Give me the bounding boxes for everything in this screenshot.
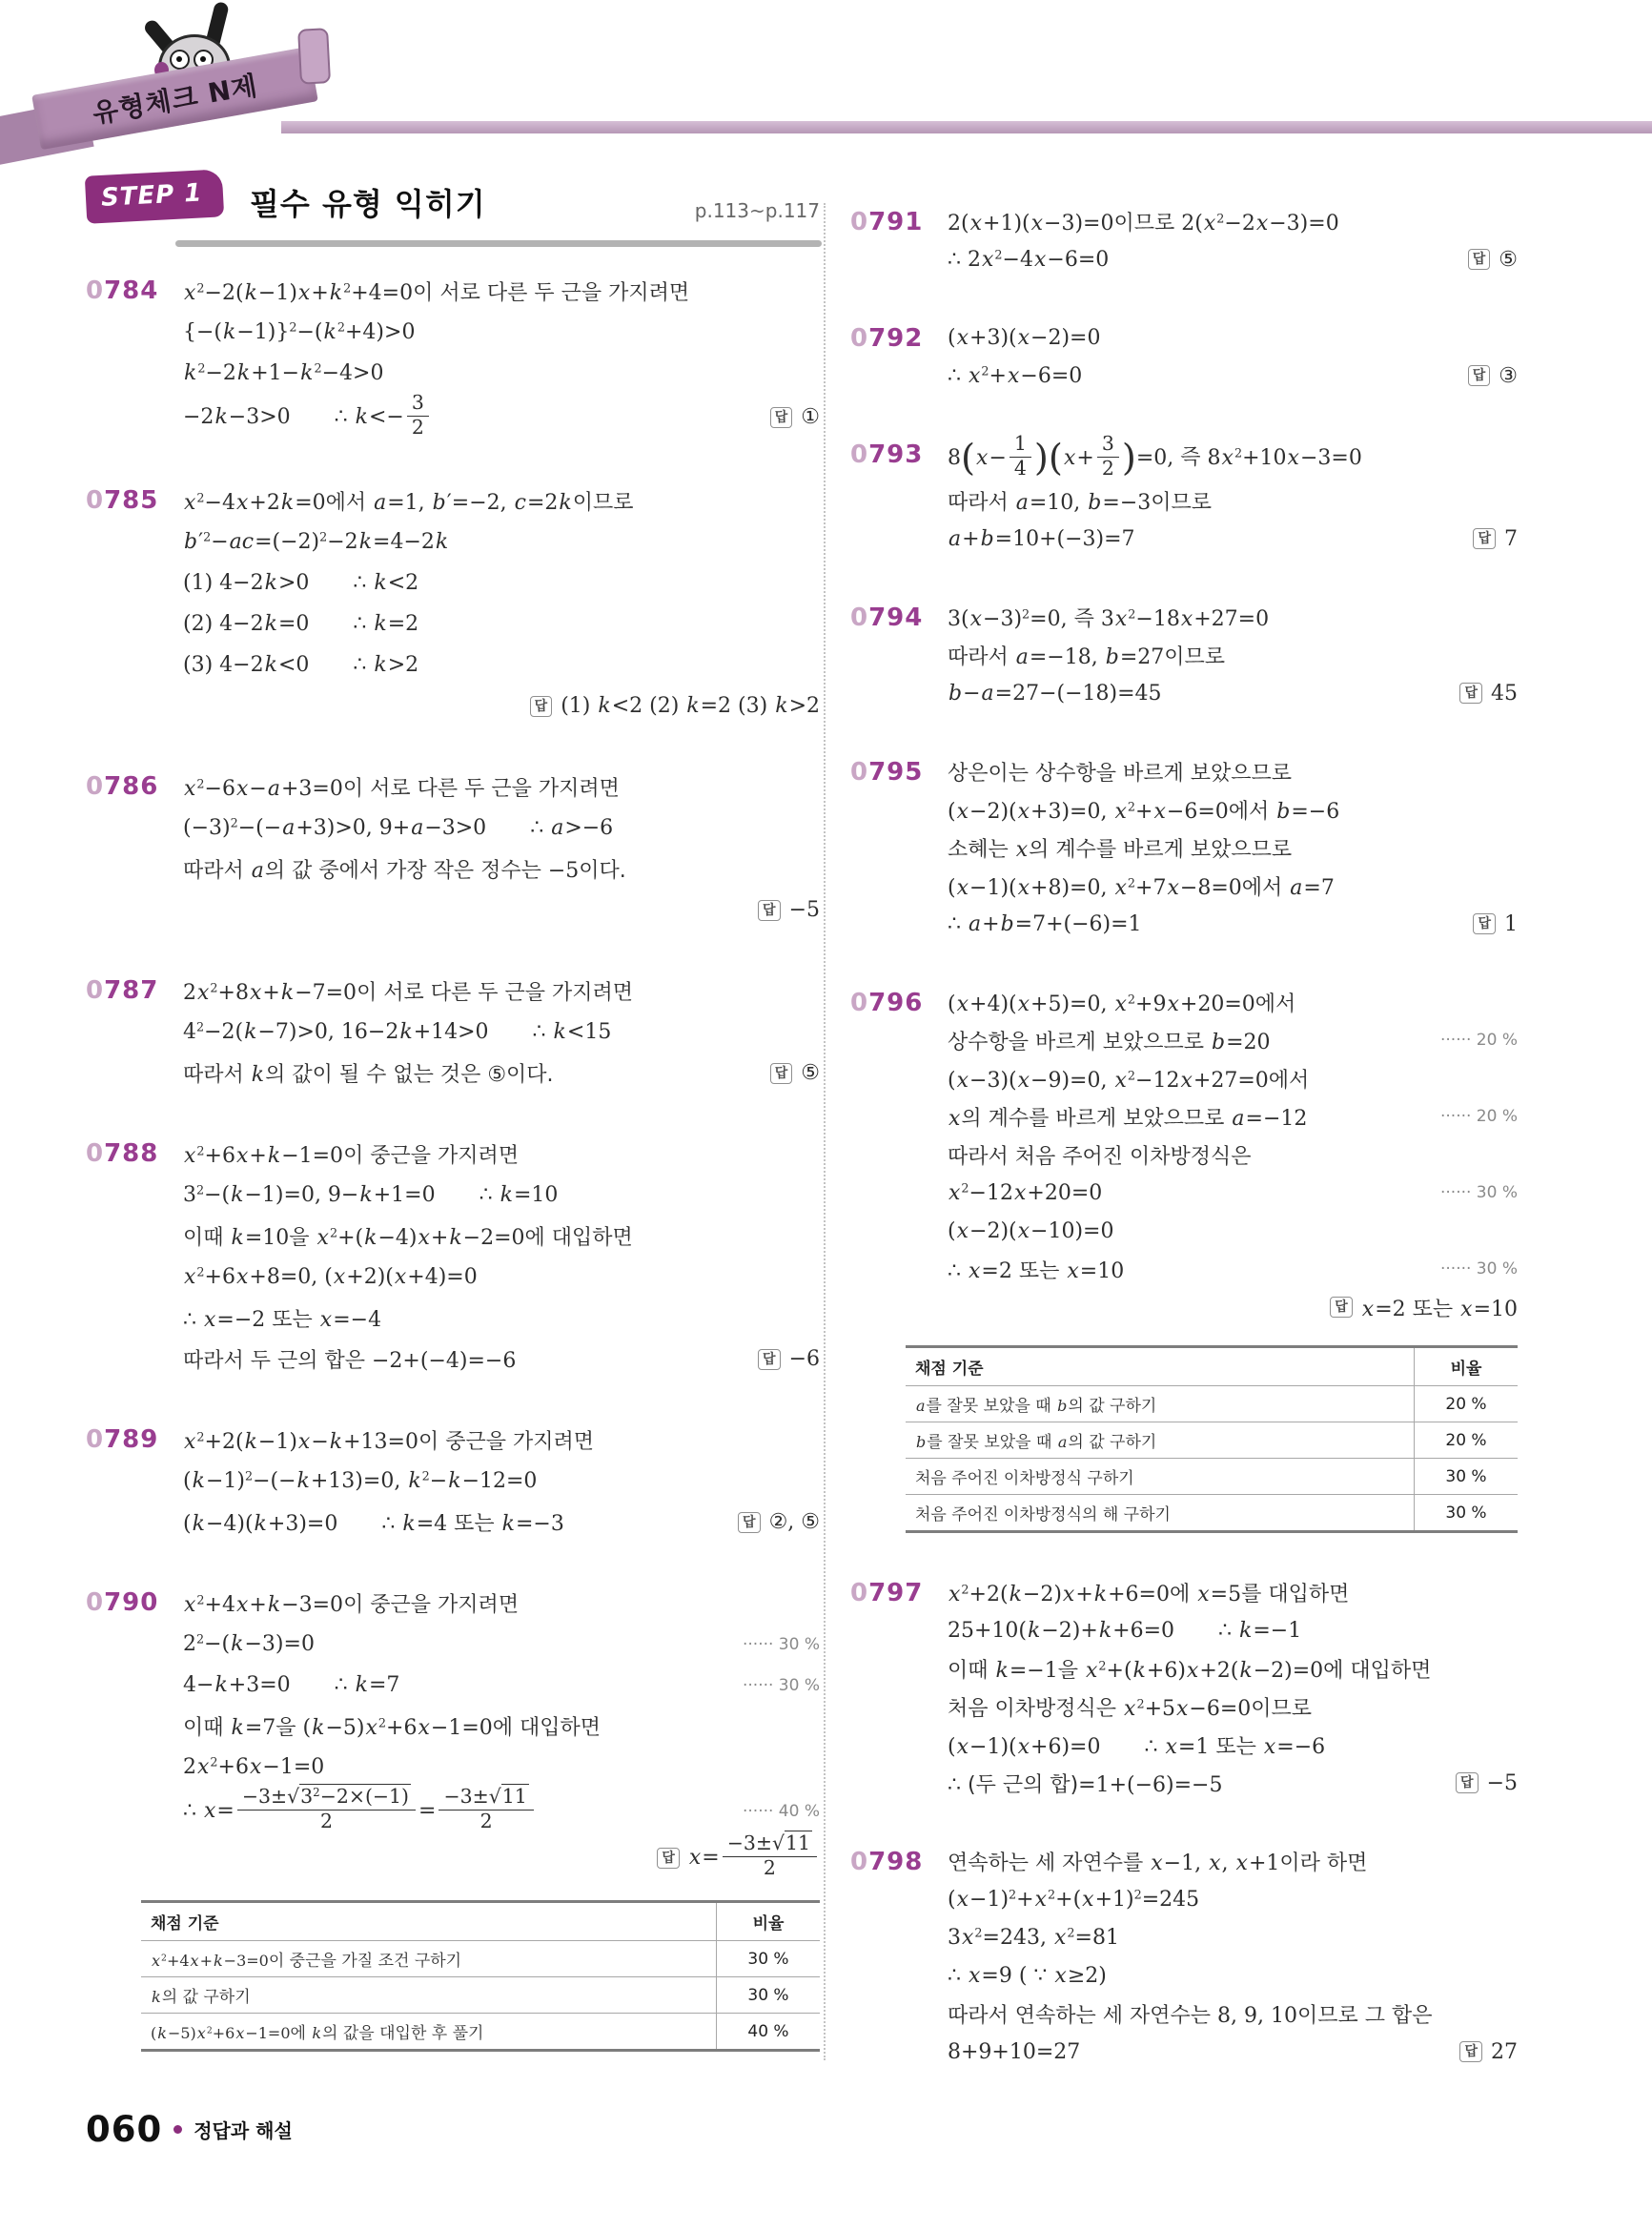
line-math: $2x^2+6x-1=0$ — [183, 1755, 325, 1780]
grading-table-row — [906, 1459, 1518, 1495]
problem-block — [850, 1573, 1518, 1802]
page-number: 060 — [86, 2109, 163, 2150]
answer-value: x=2 또는 x=10 — [1361, 1297, 1518, 1321]
section-title: 필수 유형 익히기 — [250, 186, 486, 222]
criteria-cell: b를 잘못 보았을 때 a의 값 구하기 — [906, 1422, 1415, 1459]
solution-line — [183, 808, 820, 849]
solution-line — [948, 1288, 1518, 1326]
solution-line — [183, 685, 820, 726]
line-math: $x^2+2(k-1)x-k+13=0$이 중근을 가지려면 — [184, 1430, 594, 1455]
ratio-cell: 20 % — [1415, 1422, 1519, 1459]
ratio-cell: 30 % — [717, 1941, 821, 1977]
solution-line — [183, 1053, 820, 1094]
grading-table-row — [906, 1422, 1518, 1459]
criteria-cell: 처음 주어진 이차방정식 구하기 — [906, 1459, 1415, 1495]
ratio-cell: 30 % — [1415, 1459, 1519, 1495]
line-math: (x+4)(x+5)=0, $x^2+9x+20=0$에서 — [948, 992, 1296, 1016]
line-math: $(-3)^2-(-a+3)>0$, 9+a−3>0 ∴ a>−6 — [183, 816, 614, 841]
solution-line — [948, 1059, 1518, 1097]
solution-line — [948, 1649, 1518, 1688]
answer-value: ⑤ — [1499, 247, 1518, 272]
problem-block — [850, 432, 1518, 558]
problem-block — [86, 481, 820, 726]
line-math: ∴ $x^2+x-6=0$ — [948, 363, 1083, 388]
line-math: 8+9+10=27 — [948, 2039, 1081, 2064]
line-math: $3^2-(k-1)=0$, 9−k+1=0 ∴ k=10 — [183, 1183, 559, 1208]
problem-number: 0786 — [86, 772, 159, 802]
line-math: $x^2+6x+k-1=0$이 중근을 가지려면 — [184, 1144, 520, 1169]
solution-line — [948, 1995, 1518, 2033]
line-math: (x+3)(x−2)=0 — [948, 325, 1101, 350]
line-math: 이때 k=10을 $x^2+(k-4)x+k-2=0$에 대입하면 — [183, 1226, 633, 1251]
answer-box-icon: 답 — [758, 900, 781, 921]
problem-solution — [948, 1573, 1518, 1802]
problem-number: 0798 — [850, 1848, 924, 1877]
solution-line — [183, 890, 820, 931]
solution-line — [183, 1747, 820, 1788]
solution-line — [948, 1212, 1518, 1250]
problem-block — [86, 1134, 820, 1380]
solution-line — [948, 1611, 1518, 1649]
problem-solution — [948, 202, 1518, 278]
line-math: $3(x-3)^2=0$, 즉 $3x^2-18x+27=0$ — [948, 606, 1270, 631]
line-math: $x^2+2(k-2)x+k+6=0$에 x=5를 대입하면 — [948, 1582, 1350, 1606]
solution-line — [948, 1918, 1518, 1956]
answer-value: −6 — [788, 1347, 820, 1372]
line-math: $x^2-12x+20=0$ — [948, 1180, 1103, 1205]
line-math: $x^2+6x+8=0$, (x+2)(x+4)=0 — [184, 1265, 478, 1290]
footer-dot-icon — [173, 2125, 182, 2134]
line-math: ∴ x=2 또는 x=10 — [948, 1258, 1125, 1283]
line-math: (1) 4−2k>0 ∴ k<2 — [183, 571, 419, 596]
answer-box-icon: 답 — [1459, 2041, 1482, 2062]
right-column — [850, 202, 1518, 2111]
line-math: ∴ a+b=7+(−6)=1 — [948, 911, 1142, 936]
problem-block — [86, 971, 820, 1094]
answer-box-icon: 답 — [1473, 913, 1496, 934]
answer-value: (1) k<2 (2) k=2 (3) k>2 — [561, 694, 820, 719]
problem-solution — [915, 983, 1518, 1533]
solution-line — [183, 1257, 820, 1298]
answer-box-icon: 답 — [738, 1512, 761, 1533]
line-math: $4^2-2(k-7)>0$, 16−2k+14>0 ∴ k<15 — [183, 1020, 612, 1045]
solution-line — [948, 829, 1518, 867]
page-footer — [86, 2109, 293, 2150]
problem-number: 0793 — [850, 440, 924, 469]
left-column — [86, 271, 820, 2092]
solution-line — [948, 598, 1518, 636]
solution-line — [948, 1135, 1518, 1174]
grading-table-row — [906, 1495, 1518, 1532]
column-divider — [824, 203, 826, 2060]
ratio-cell: 30 % — [717, 1977, 821, 2014]
problem-number: 0791 — [850, 208, 924, 236]
line-math: (x−1)(x+8)=0, $x^2+7x-8=0$에서 a=7 — [948, 875, 1335, 900]
line-math: x의 계수를 바르게 보았으므로 a=−12 — [948, 1106, 1308, 1131]
line-math: 4−k+3=0 ∴ k=7 — [183, 1673, 400, 1698]
solution-line — [183, 1216, 820, 1257]
solution-line — [183, 1339, 820, 1380]
problem-block — [850, 202, 1518, 278]
line-math: $2x^2+8x+k-7=0$이 서로 다른 두 근을 가지려면 — [183, 981, 634, 1006]
solution-line — [183, 767, 820, 808]
answer-value: −5 — [1486, 1770, 1518, 1795]
answer-group — [530, 694, 820, 718]
answer-value: −5 — [788, 898, 820, 923]
problem-number: 0784 — [86, 276, 159, 305]
section-header — [86, 173, 822, 234]
problem-solution — [183, 767, 820, 931]
line-math: 따라서 두 근의 합은 −2+(−4)=−6 — [183, 1349, 517, 1374]
line-math: 따라서 연속하는 세 자연수는 8, 9, 10이므로 그 합은 — [948, 2003, 1433, 2028]
step-badge: STEP 1 — [85, 169, 225, 223]
solution-line — [948, 983, 1518, 1021]
solution-line — [183, 1831, 820, 1881]
solution-line — [948, 1097, 1518, 1135]
line-math: $x^2+4x+k-3=0$이 중근을 가지려면 — [184, 1593, 520, 1618]
answer-value: 27 — [1491, 2039, 1518, 2064]
problem-block — [850, 983, 1518, 1533]
solution-line — [183, 1583, 820, 1624]
solution-line — [948, 790, 1518, 829]
answer-group — [1330, 1293, 1518, 1322]
answer-value: 45 — [1491, 681, 1518, 706]
answer-box-icon: 답 — [1330, 1297, 1353, 1318]
answer-value: 1 — [1504, 911, 1518, 936]
line-math: (2) 4−2k=0 ∴ k=2 — [183, 612, 419, 637]
answer-group — [770, 1061, 820, 1085]
solution-line — [183, 1134, 820, 1175]
percent-note: ······ 30 % — [742, 1634, 820, 1654]
solution-line — [948, 905, 1518, 943]
solution-line — [948, 1688, 1518, 1726]
line-math: $x^2-2(k-1)x+k^2+4=0$이 서로 다른 두 근을 가지려면 — [184, 281, 690, 305]
line-math: 따라서 a=10, b=−3이므로 — [948, 490, 1213, 515]
line-math: −2k−3>0 ∴ k<− $\frac{3}{2}$ — [183, 394, 432, 440]
problem-number: 0792 — [850, 324, 924, 353]
percent-note: ······ 20 % — [1439, 1031, 1518, 1051]
line-math: $x^2-4x+2k=0$에서 a=1, b′=−2, c=2k이므로 — [184, 491, 634, 516]
answer-box-icon: 답 — [530, 696, 553, 717]
ribbon-label: 유형체크 N제 — [90, 69, 261, 130]
line-math: 연속하는 세 자연수를 x−1, x, x+1이라 하면 — [948, 1851, 1368, 1875]
solution-line — [183, 1785, 820, 1834]
criteria-cell: k의 값 구하기 — [141, 1977, 717, 2014]
line-math: b−a=27−(−18)=45 — [948, 681, 1162, 706]
problem-solution — [948, 318, 1518, 395]
solution-line — [183, 481, 820, 522]
solution-line — [183, 1706, 820, 1747]
answer-box-icon: 답 — [770, 407, 793, 428]
line-math: 2(x+1)(x−3)=0이므로 $2(x^2-2x-3)=0$ — [948, 211, 1339, 235]
problem-solution — [948, 752, 1518, 943]
line-math: 이때 k=−1을 $x^2+(k+6)x+2(k-2)=0$에 대입하면 — [948, 1658, 1432, 1683]
line-math: 상수항을 바르게 보았으므로 b=20 — [948, 1030, 1271, 1054]
answer-box-icon: 답 — [657, 1848, 680, 1869]
line-math: $b'^2-ac=(-2)^2-2k=4-2k$ — [184, 530, 449, 555]
answer-value: x= $\frac{-3\pm√11}{2}$ — [688, 1834, 820, 1881]
problem-solution — [151, 1583, 820, 2052]
problem-solution — [183, 271, 820, 440]
answer-group — [1473, 527, 1518, 551]
line-math: 따라서 a의 값 중에서 가장 작은 정수는 −5이다. — [183, 859, 626, 884]
line-math: $\{-(k-1)\}^2-(k^2+4)>0$ — [183, 320, 416, 344]
solution-line — [183, 563, 820, 604]
problem-number: 0789 — [86, 1425, 159, 1455]
solution-line — [183, 1298, 820, 1339]
problem-number: 0794 — [850, 604, 924, 633]
solution-line — [948, 1726, 1518, 1764]
problem-block — [850, 318, 1518, 395]
line-math: 따라서 a=−18, b=27이므로 — [948, 644, 1226, 669]
solution-line — [183, 312, 820, 353]
answer-group — [758, 1347, 820, 1371]
answer-group — [738, 1510, 820, 1534]
grading-ratio-header: 비율 — [1415, 1347, 1519, 1386]
line-math: (x−2)(x−10)=0 — [948, 1218, 1114, 1243]
answer-box-icon: 답 — [1473, 528, 1496, 549]
line-math: $2^2-(k-3)=0$ — [183, 1632, 315, 1657]
line-math: (x−1)(x+6)=0 ∴ x=1 또는 x=−6 — [948, 1734, 1326, 1759]
solution-line — [948, 432, 1518, 481]
solution-line — [183, 353, 820, 394]
answer-group — [758, 898, 820, 922]
solution-line — [948, 1956, 1518, 1995]
problem-block — [86, 1420, 820, 1543]
solution-line — [948, 1250, 1518, 1288]
answer-group — [770, 405, 820, 429]
line-math: ∴ x=−2 또는 x=−4 — [183, 1308, 382, 1333]
problem-solution — [183, 1420, 820, 1543]
grading-criteria-header: 채점 기준 — [915, 1360, 984, 1380]
problem-number: 0787 — [86, 976, 159, 1006]
solution-line — [948, 1842, 1518, 1880]
answer-value: ⑤ — [801, 1061, 820, 1086]
grading-table — [906, 1345, 1518, 1533]
line-math: 25+10(k−2)+k+6=0 ∴ k=−1 — [948, 1618, 1302, 1643]
answer-value: ③ — [1499, 363, 1518, 388]
solution-line — [183, 604, 820, 644]
grading-table-header-row — [906, 1347, 1518, 1386]
grading-table-header-row — [141, 1902, 820, 1941]
answer-box-icon: 답 — [1468, 365, 1491, 386]
percent-note: ······ 20 % — [1439, 1107, 1518, 1127]
solution-line — [948, 357, 1518, 395]
ratio-cell: 20 % — [1415, 1386, 1519, 1422]
footer-label: 정답과 해설 — [194, 2119, 293, 2142]
solution-line — [948, 636, 1518, 674]
problem-number: 0795 — [850, 758, 924, 788]
problem-number: 0796 — [850, 989, 924, 1018]
problem-solution — [948, 432, 1518, 558]
solution-line — [948, 1764, 1518, 1802]
solution-line — [183, 971, 820, 1012]
line-math: ∴ (두 근의 합)=1+(−6)=−5 — [948, 1772, 1223, 1797]
header-rule — [175, 240, 822, 247]
percent-note: ······ 30 % — [1439, 1259, 1518, 1279]
grading-table-row — [141, 2014, 820, 2051]
solution-line — [948, 1573, 1518, 1611]
grading-table-row — [906, 1386, 1518, 1422]
answer-group — [1459, 682, 1518, 706]
solution-line — [183, 271, 820, 312]
solution-line — [948, 318, 1518, 357]
criteria-cell: $x^2+4x+k-3=0$이 중근을 가질 조건 구하기 — [141, 1941, 717, 1977]
problem-solution — [948, 598, 1518, 712]
ribbon-band — [281, 121, 1652, 133]
problem-solution — [183, 1134, 820, 1380]
line-math: ∴ x=9 ( ∵ x≥2) — [948, 1963, 1107, 1988]
criteria-cell: a를 잘못 보았을 때 b의 값 구하기 — [906, 1386, 1415, 1422]
line-math: ∴ $2x^2-4x-6=0$ — [948, 247, 1110, 272]
line-math: 처음 이차방정식은 $x^2+5x-6=0$이므로 — [948, 1696, 1313, 1721]
solution-line — [183, 1420, 820, 1461]
grading-table — [141, 1900, 820, 2052]
answer-group — [1468, 364, 1518, 388]
page-range: p.113~p.117 — [694, 199, 820, 222]
line-math: 이때 k=7을 $(k-5)x^2+6x-1=0$에 대입하면 — [183, 1716, 602, 1741]
line-math: $3x^2=243$, $x^2=81$ — [948, 1925, 1119, 1950]
grading-criteria-header: 채점 기준 — [151, 1914, 219, 1934]
grading-table-row — [141, 1977, 820, 2014]
solution-line — [948, 1174, 1518, 1212]
grading-table-row — [141, 1941, 820, 1977]
percent-note: ······ 40 % — [742, 1801, 820, 1821]
line-math: 소혜는 x의 계수를 바르게 보았으므로 — [948, 837, 1293, 862]
answer-box-icon: 답 — [770, 1063, 793, 1084]
percent-note: ······ 30 % — [742, 1675, 820, 1695]
mascot-eye-icon — [170, 50, 190, 70]
answer-value: 7 — [1504, 526, 1518, 551]
line-math: 상은이는 상수항을 바르게 보았으므로 — [948, 761, 1293, 786]
line-math: a+b=10+(−3)=7 — [948, 526, 1135, 551]
percent-note: ······ 30 % — [1439, 1183, 1518, 1203]
answer-box-icon: 답 — [1459, 683, 1482, 704]
line-math: 따라서 처음 주어진 이차방정식은 — [948, 1144, 1252, 1169]
grading-ratio-header: 비율 — [717, 1902, 821, 1941]
solution-line — [948, 1021, 1518, 1059]
problem-block — [86, 767, 820, 931]
criteria-cell: $(k-5)x^2+6x-1=0$에 k의 값을 대입한 후 풀기 — [141, 2014, 717, 2051]
solution-line — [183, 849, 820, 890]
answer-group — [1473, 912, 1518, 936]
ratio-cell: 30 % — [1415, 1495, 1519, 1532]
line-math: (x−2)(x+3)=0, $x^2+x-6=0$에서 b=−6 — [948, 799, 1340, 824]
line-math: $k^2-2k+1-k^2-4>0$ — [184, 361, 384, 385]
solution-line — [948, 1880, 1518, 1918]
problem-solution — [948, 1842, 1518, 2071]
answer-box-icon: 답 — [758, 1349, 781, 1370]
problem-block — [86, 1583, 820, 2052]
line-math: (x−3)(x−9)=0, $x^2-12x+27=0$에서 — [948, 1068, 1310, 1093]
problem-block — [850, 598, 1518, 712]
solution-line — [183, 1665, 820, 1706]
solution-line — [948, 240, 1518, 278]
answer-group — [1456, 1771, 1518, 1795]
line-math: $(x-1)^2+x^2+(x+1)^2=245$ — [948, 1887, 1200, 1912]
answer-value: ① — [801, 405, 820, 430]
answer-group — [1468, 248, 1518, 272]
solution-line — [183, 391, 820, 440]
solution-line — [948, 481, 1518, 520]
problem-number: 0785 — [86, 486, 159, 516]
criteria-cell: 처음 주어진 이차방정식의 해 구하기 — [906, 1495, 1415, 1532]
solution-line — [183, 1012, 820, 1053]
line-math: (3) 4−2k<0 ∴ k>2 — [183, 653, 419, 678]
solution-line — [183, 1175, 820, 1216]
answer-group — [657, 1831, 820, 1881]
solution-line — [948, 674, 1518, 712]
problem-block — [850, 752, 1518, 943]
solution-line — [948, 520, 1518, 558]
solution-line — [183, 522, 820, 563]
line-math: $x^2-6x-a+3=0$이 서로 다른 두 근을 가지려면 — [184, 777, 620, 802]
answer-value: ②, ⑤ — [768, 1510, 820, 1535]
line-math: $(k-1)^2-(-k+13)=0$, $k^2-k-12=0$ — [183, 1469, 538, 1494]
solution-line — [948, 867, 1518, 905]
solution-line — [183, 1502, 820, 1543]
problem-number: 0788 — [86, 1139, 159, 1169]
problem-block — [850, 1842, 1518, 2071]
problem-number: 0797 — [850, 1579, 924, 1608]
solution-line — [948, 2033, 1518, 2071]
ribbon-roll-icon — [297, 28, 331, 85]
line-math: (k−4)(k+3)=0 ∴ k=4 또는 k=−3 — [183, 1512, 564, 1537]
solution-line — [183, 1624, 820, 1665]
line-math: 8(x− $\frac{1}{4}$ )(x+ $\frac{3}{2}$ )=0, 즉 $8x^2+10x-3=0$ — [948, 432, 1362, 480]
problem-solution — [183, 481, 820, 726]
answer-group — [1459, 2040, 1518, 2064]
line-math: 따라서 k의 값이 될 수 없는 것은 ⑤이다. — [183, 1063, 554, 1088]
problem-number: 0790 — [86, 1588, 159, 1618]
solution-line — [183, 1461, 820, 1502]
problem-block — [86, 271, 820, 440]
ratio-cell: 40 % — [717, 2014, 821, 2051]
answer-box-icon: 답 — [1456, 1772, 1479, 1793]
problem-solution — [183, 971, 820, 1094]
line-math: ∴ x= $\frac{-3\pm√3^2-2\times(-1)}{2}$ = $\frac{-3\pm√11}{2}$ — [183, 1788, 537, 1834]
solution-line — [948, 202, 1518, 240]
solution-line — [183, 644, 820, 685]
answer-box-icon: 답 — [1468, 249, 1491, 270]
solution-line — [948, 752, 1518, 790]
